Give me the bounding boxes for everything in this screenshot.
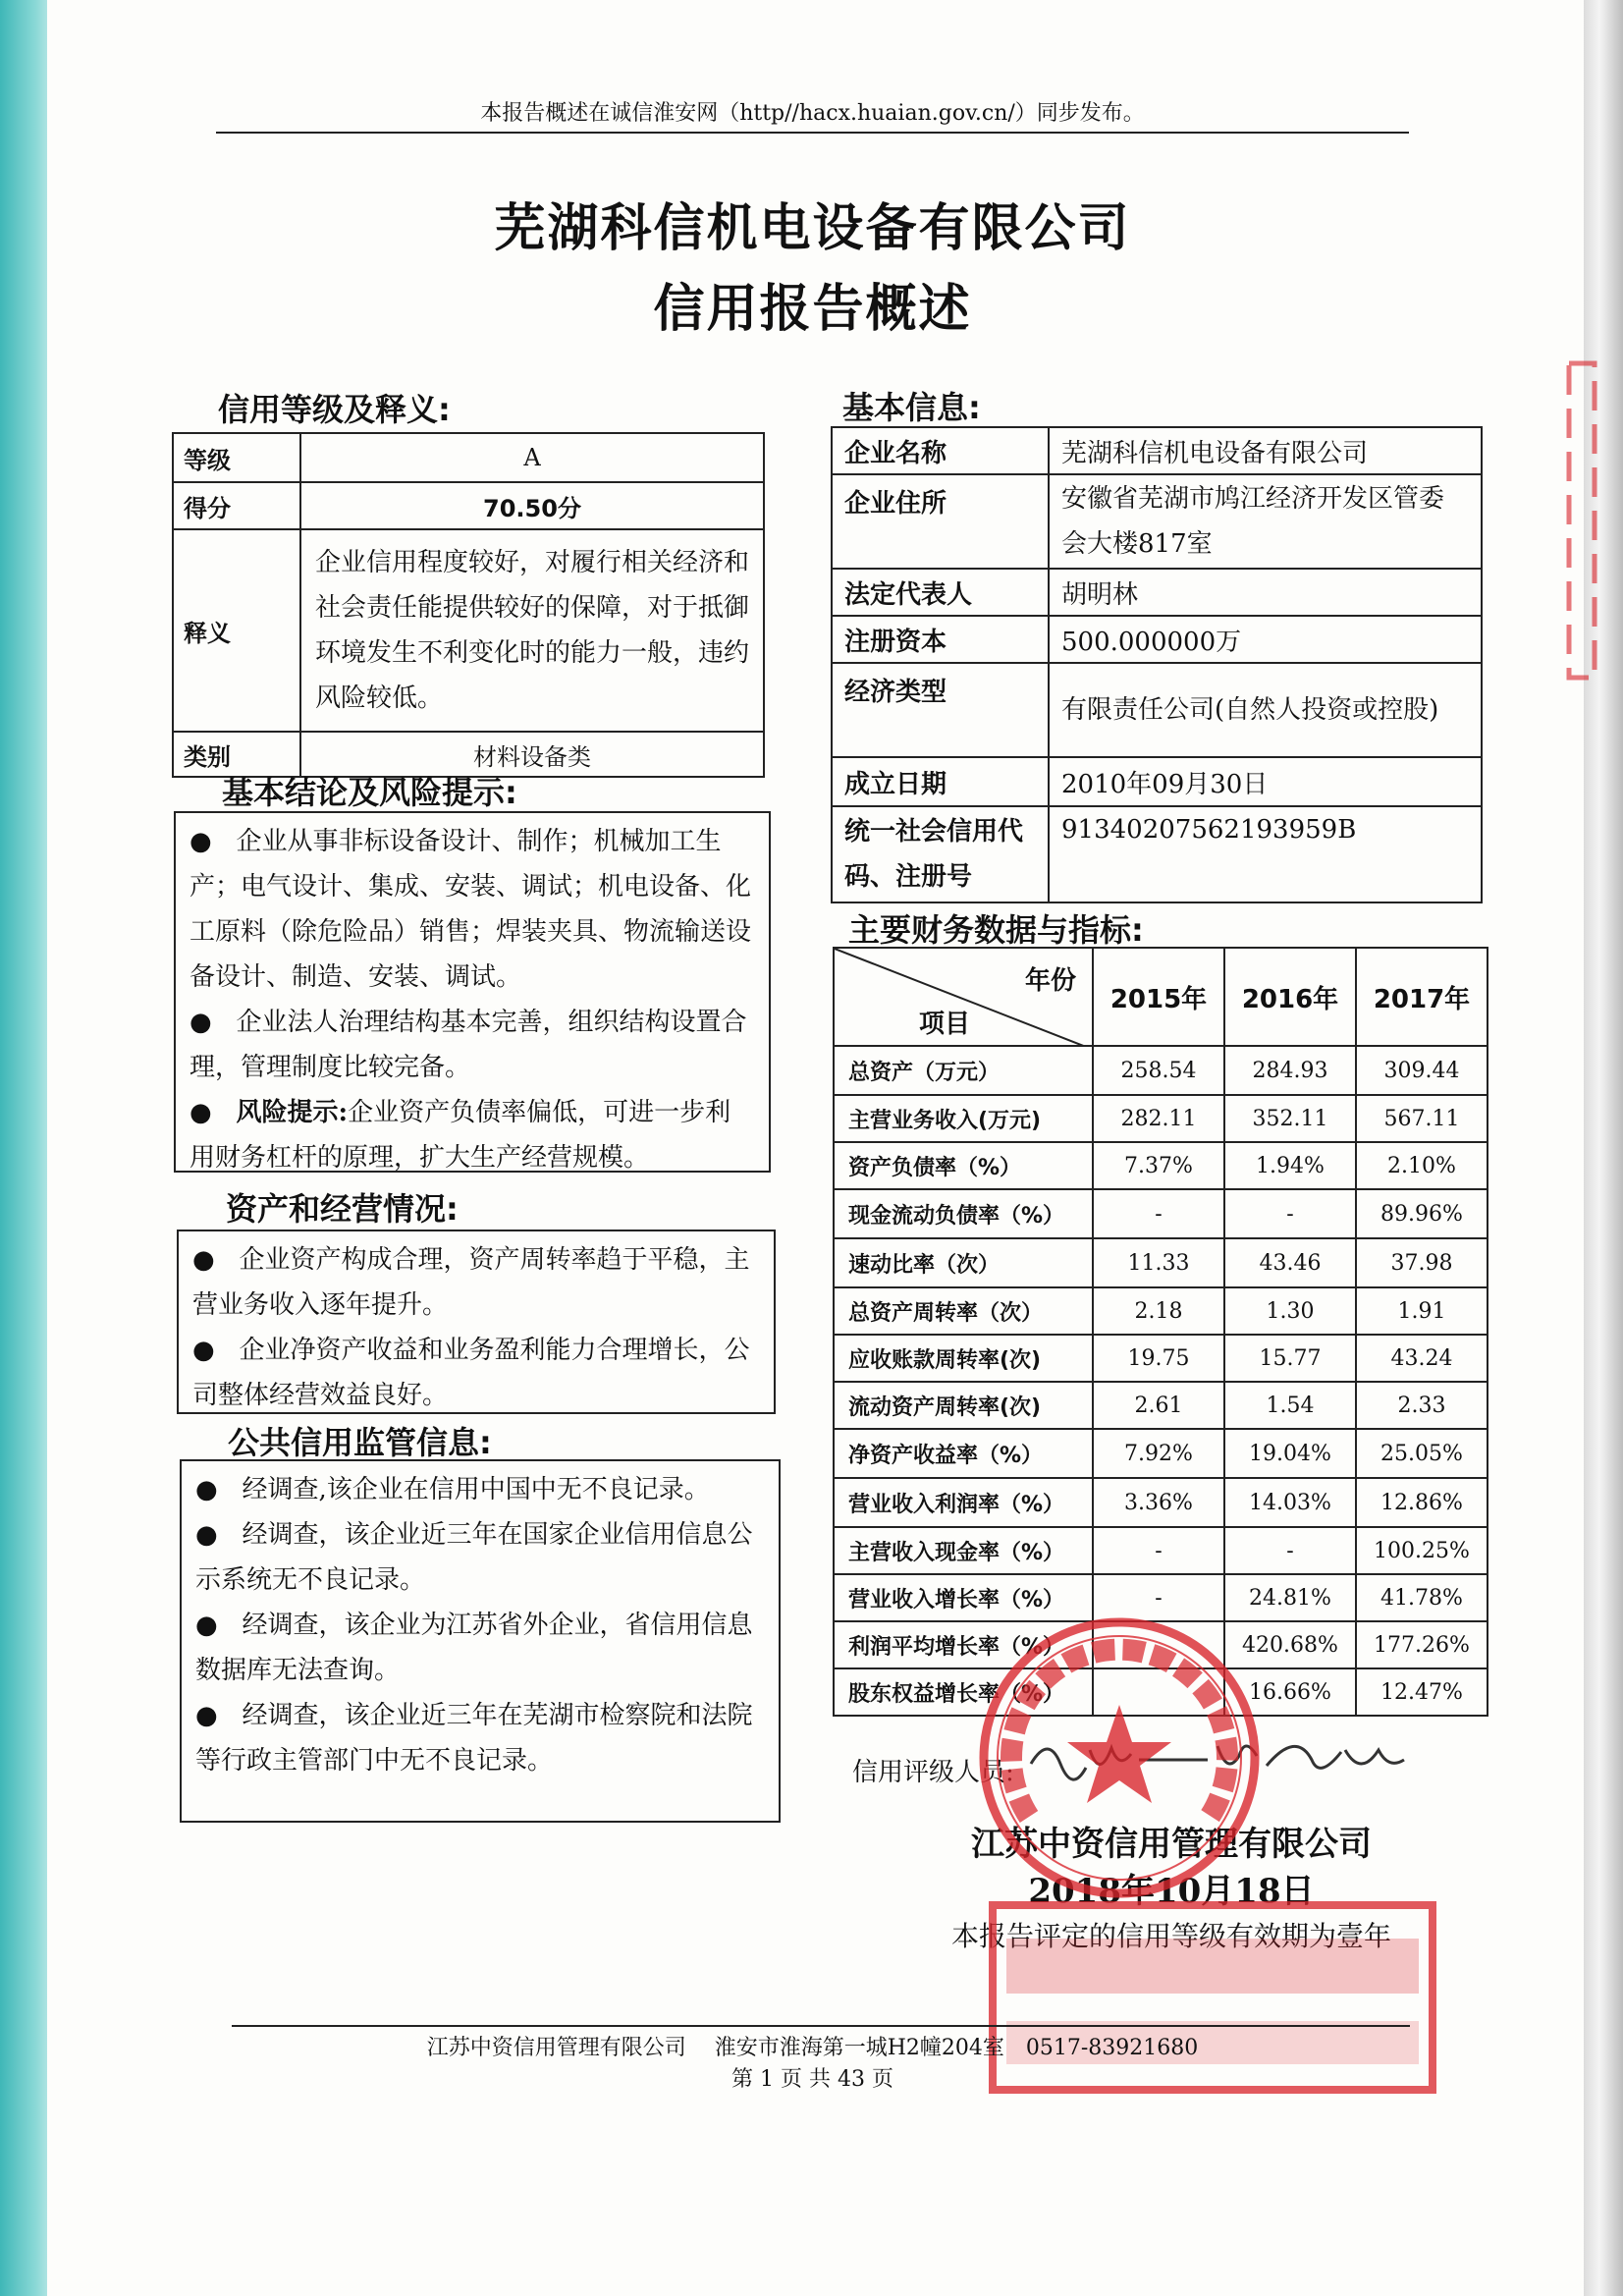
table-row (832, 569, 1482, 616)
indicator-value: - (1093, 1527, 1224, 1574)
indicator-value: 15.77 (1224, 1335, 1356, 1382)
conclusion-text: 企业从事非标设备设计、制作；机械加工生产；电气设计、集成、安装、调试；机电设备、化工原料（除危险品）销售；焊装夹具、物流输送设备设计、制造、安装、调试。 (189, 827, 752, 992)
indicator-value: - (1093, 1189, 1224, 1238)
corner-cell (834, 948, 1093, 1046)
indicator-value: 37.98 (1356, 1238, 1488, 1287)
basic-info-table (831, 426, 1483, 903)
indicator-value: 258.54 (1093, 1046, 1224, 1095)
definition-label: 释义 (173, 529, 300, 732)
table-row (832, 474, 1482, 569)
list-item (192, 1237, 758, 1328)
list-item (195, 1467, 763, 1512)
indicator-value: 25.05% (1356, 1429, 1488, 1478)
basic-info-heading: 基本信息: (842, 389, 981, 426)
indicator-value: 420.68% (1224, 1621, 1356, 1668)
supervision-box (180, 1459, 781, 1823)
grade-label: 等级 (173, 433, 300, 482)
table-row (834, 1478, 1488, 1527)
category-label: 类别 (173, 732, 300, 777)
indicator-value: 24.81% (1224, 1574, 1356, 1621)
bullet-icon: ● (195, 1611, 218, 1640)
indicator-label: 总资产（万元） (834, 1046, 1093, 1095)
corner-year-label: 年份 (1024, 966, 1076, 996)
indicator-value: 284.93 (1224, 1046, 1356, 1095)
indicator-label: 现金流动负债率（%） (834, 1189, 1093, 1238)
supervision-text: 经调查,该企业在信用中国中无不良记录。 (242, 1475, 710, 1504)
year-header: 2016年 (1224, 948, 1356, 1046)
table-row (834, 1335, 1488, 1382)
financial-heading: 主要财务数据与指标: (848, 911, 1144, 949)
bullet-icon: ● (195, 1520, 218, 1550)
table-row (832, 663, 1482, 757)
indicator-value: 2.33 (1356, 1382, 1488, 1429)
table-row (832, 616, 1482, 663)
table-row (834, 1095, 1488, 1142)
supervision-text: 经调查，该企业近三年在国家企业信用信息公示系统无不良记录。 (195, 1520, 753, 1595)
indicator-value: 1.54 (1224, 1382, 1356, 1429)
credit-code-label: 统一社会信用代码、注册号 (832, 806, 1049, 902)
bullet-icon: ● (192, 1336, 215, 1365)
indicator-label: 资产负债率（%） (834, 1142, 1093, 1189)
indicator-value: 89.96% (1356, 1189, 1488, 1238)
score-label: 得分 (173, 482, 300, 529)
handwritten-signature (1021, 1721, 1434, 1799)
company-title: 芜湖科信机电设备有限公司 (494, 198, 1131, 258)
risk-lead: 风险提示: (236, 1098, 349, 1127)
table-row (832, 806, 1482, 902)
indicator-label: 营业收入利润率（%） (834, 1478, 1093, 1527)
supervision-text: 经调查，该企业近三年在芜湖市检察院和法院等行政主管部门中无不良记录。 (195, 1701, 753, 1776)
assets-text: 企业净资产收益和业务盈利能力合理增长，公司整体经营效益良好。 (192, 1336, 750, 1410)
conclusion-box (174, 811, 771, 1173)
rating-date: 2018年10月18日 (1028, 1872, 1315, 1911)
capital-label: 注册资本 (832, 616, 1049, 663)
founded-label: 成立日期 (832, 757, 1049, 806)
category-value: 材料设备类 (300, 732, 764, 777)
indicator-label: 股东权益增长率（%） (834, 1668, 1093, 1716)
grade-value: A (300, 433, 764, 482)
table-row (834, 1668, 1488, 1716)
financial-rows (834, 1046, 1488, 1716)
company-name-value: 芜湖科信机电设备有限公司 (1049, 427, 1482, 474)
credit-code-value: 91340207562193959B (1049, 806, 1482, 902)
supervision-text: 经调查，该企业为江苏省外企业，省信用信息数据库无法查询。 (195, 1611, 753, 1685)
indicator-value: 1.30 (1224, 1287, 1356, 1335)
indicator-value: 11.33 (1093, 1238, 1224, 1287)
indicator-value: 7.92% (1093, 1429, 1224, 1478)
corner-item-label: 项目 (919, 1010, 971, 1039)
table-row (834, 1621, 1488, 1668)
indicator-value: 2.10% (1356, 1142, 1488, 1189)
indicator-value: 19.75 (1093, 1335, 1224, 1382)
indicator-label: 净资产收益率（%） (834, 1429, 1093, 1478)
table-row (834, 1142, 1488, 1189)
bullet-icon: ● (195, 1701, 218, 1730)
assets-box (177, 1230, 776, 1414)
assets-heading: 资产和经营情况: (226, 1190, 459, 1228)
indicator-value: 43.24 (1356, 1335, 1488, 1382)
indicator-value: 3.36% (1093, 1478, 1224, 1527)
indicator-value: 177.26% (1356, 1621, 1488, 1668)
bullet-icon: ● (189, 1098, 212, 1127)
bullet-icon: ● (189, 1008, 212, 1037)
indicator-value: 16.66% (1224, 1668, 1356, 1716)
year-header: 2015年 (1093, 948, 1224, 1046)
conclusion-text: 企业法人治理结构基本完善，组织结构设置合理，管理制度比较完备。 (189, 1008, 747, 1082)
indicator-value: 2.18 (1093, 1287, 1224, 1335)
indicator-value (1093, 1621, 1224, 1668)
indicator-value: 12.47% (1356, 1668, 1488, 1716)
table-row (832, 427, 1482, 474)
rater-label: 信用评级人员: (852, 1758, 1014, 1787)
indicator-value: 100.25% (1356, 1527, 1488, 1574)
indicator-value: 309.44 (1356, 1046, 1488, 1095)
footer-rule (232, 2025, 1410, 2027)
indicator-label: 利润平均增长率（%） (834, 1621, 1093, 1668)
table-row (834, 1382, 1488, 1429)
indicator-value: - (1224, 1527, 1356, 1574)
page-edge (1584, 0, 1623, 2296)
indicator-label: 主营收入现金率（%） (834, 1527, 1093, 1574)
publish-notice: 本报告概述在诚信淮安网（http//hacx.huaian.gov.cn/）同步发布。 (480, 101, 1145, 126)
page-number: 第 1 页 共 43 页 (731, 2067, 893, 2092)
table-row (173, 529, 764, 732)
footer-contact: 江苏中资信用管理有限公司 淮安市淮海第一城H2幢204室 0517-83921680 (426, 2036, 1199, 2060)
assets-text: 企业资产构成合理，资产周转率趋于平稳，主营业务收入逐年提升。 (192, 1245, 750, 1320)
table-row (834, 1287, 1488, 1335)
address-value: 安徽省芜湖市鸠江经济开发区管委会大楼817室 (1049, 474, 1482, 569)
indicator-value: 282.11 (1093, 1095, 1224, 1142)
credit-grade-table (172, 432, 765, 778)
indicator-label: 主营业务收入(万元) (834, 1095, 1093, 1142)
financial-table (833, 947, 1488, 1717)
conclusion-heading: 基本结论及风险提示: (222, 774, 517, 811)
indicator-label: 总资产周转率（次） (834, 1287, 1093, 1335)
list-item (195, 1512, 763, 1603)
list-item (195, 1603, 763, 1693)
table-row (834, 1046, 1488, 1095)
table-row (173, 482, 764, 529)
list-item (195, 1693, 763, 1783)
capital-value: 500.000000万 (1049, 616, 1482, 663)
address-label: 企业住所 (832, 474, 1049, 569)
indicator-value: 41.78% (1356, 1574, 1488, 1621)
table-row (834, 948, 1488, 1046)
indicator-value: 2.61 (1093, 1382, 1224, 1429)
bullet-icon: ● (195, 1475, 218, 1504)
indicator-value: - (1224, 1189, 1356, 1238)
indicator-label: 应收账款周转率(次) (834, 1335, 1093, 1382)
indicator-label: 速动比率（次） (834, 1238, 1093, 1287)
bullet-icon: ● (189, 827, 212, 856)
list-item (189, 1000, 753, 1090)
rating-company: 江苏中资信用管理有限公司 (971, 1825, 1372, 1864)
indicator-value: 1.91 (1356, 1287, 1488, 1335)
company-name-label: 企业名称 (832, 427, 1049, 474)
year-header: 2017年 (1356, 948, 1488, 1046)
table-row (832, 757, 1482, 806)
table-row (173, 433, 764, 482)
validity-note: 本报告评定的信用等级有效期为壹年 (950, 1920, 1391, 1952)
table-row (834, 1574, 1488, 1621)
list-item (192, 1328, 758, 1418)
list-item (189, 1090, 753, 1180)
indicator-value: 19.04% (1224, 1429, 1356, 1478)
table-row (834, 1527, 1488, 1574)
legal-rep-label: 法定代表人 (832, 569, 1049, 616)
indicator-value: - (1093, 1574, 1224, 1621)
score-value: 70.50分 (300, 482, 764, 529)
indicator-label: 营业收入增长率（%） (834, 1574, 1093, 1621)
indicator-value: 7.37% (1093, 1142, 1224, 1189)
econ-type-label: 经济类型 (832, 663, 1049, 757)
indicator-value: 12.86% (1356, 1478, 1488, 1527)
list-item (189, 819, 753, 1000)
indicator-value: 1.94% (1224, 1142, 1356, 1189)
header-rule (216, 132, 1409, 134)
founded-value: 2010年09月30日 (1049, 757, 1482, 806)
conclusion-text: 企业资产负债率偏低，可进一步利用财务杠杆的原理，扩大生产经营规模。 (189, 1098, 731, 1173)
indicator-value (1093, 1668, 1224, 1716)
report-title: 信用报告概述 (653, 279, 972, 339)
indicator-value: 43.46 (1224, 1238, 1356, 1287)
table-row (834, 1238, 1488, 1287)
indicator-value: 352.11 (1224, 1095, 1356, 1142)
indicator-value: 567.11 (1356, 1095, 1488, 1142)
legal-rep-value: 胡明林 (1049, 569, 1482, 616)
bullet-icon: ● (192, 1245, 215, 1275)
table-row (834, 1189, 1488, 1238)
econ-type-value: 有限责任公司(自然人投资或控股) (1049, 663, 1482, 757)
credit-grade-heading: 信用等级及释义: (218, 391, 451, 428)
indicator-value: 14.03% (1224, 1478, 1356, 1527)
definition-value: 企业信用程度较好，对履行相关经济和社会责任能提供较好的保障，对于抵御环境发生不利变化时的能力一般，违约风险较低。 (300, 529, 764, 732)
table-row (834, 1429, 1488, 1478)
supervision-heading: 公共信用监管信息: (228, 1424, 492, 1461)
indicator-label: 流动资产周转率(次) (834, 1382, 1093, 1429)
